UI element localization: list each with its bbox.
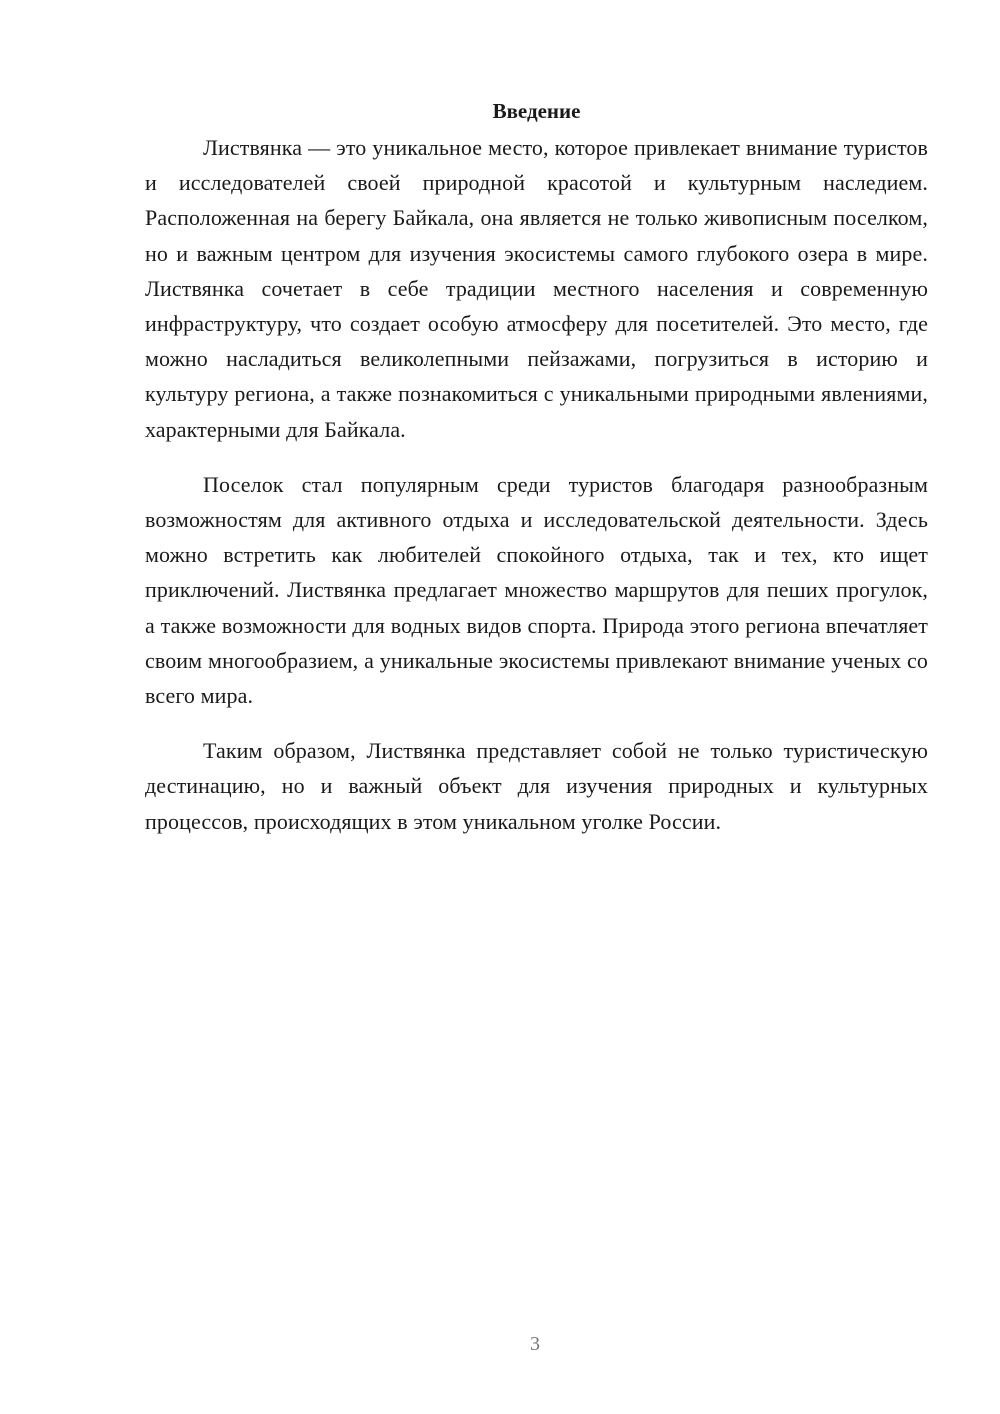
paragraph-3: Таким образом, Листвянка представляет собой не только туристическую дестинацию, но и важный объект для изучения природных и культурных процессов, происходящих в этом уникальном уголке России. xyxy=(145,738,928,834)
paragraph-2: Поселок стал популярным среди туристов благодаря разнообразным возможностям для активного отдыха и исследовательской деятельности. Здесь можно встретить как любителей спокойного отдыха, так и тех, кто ищет приключений. Листвянка предлагает множество маршрутов для пеших прогулок, а также возможности для водных видов спорта. Природа этого региона впечатляет своим многообразием, а уникальные экосистемы привлекают внимание ученых со всего мира. xyxy=(145,471,928,709)
section-heading: Введение xyxy=(492,99,581,123)
paragraph-1: Листвянка — это уникальное место, которое привлекает внимание туристов и исследователей своей природной красотой и культурным наследием. Расположенная на берегу Байкала, она является не только живописным поселком, но и важным центром для изучения экосистемы самого глубокого озера в мире. Листвянка сочетает в себе традиции местного населения и современную инфраструктуру, что создает особую атмосферу для посетителей. Это место, где можно насладиться великолепными пейзажами, погрузиться в историю и культуру региона, а также познакомиться с уникальными природными явлениями, характерными для Байкала. xyxy=(145,135,928,442)
page-number: 3 xyxy=(530,1333,540,1355)
document-body xyxy=(145,96,928,859)
